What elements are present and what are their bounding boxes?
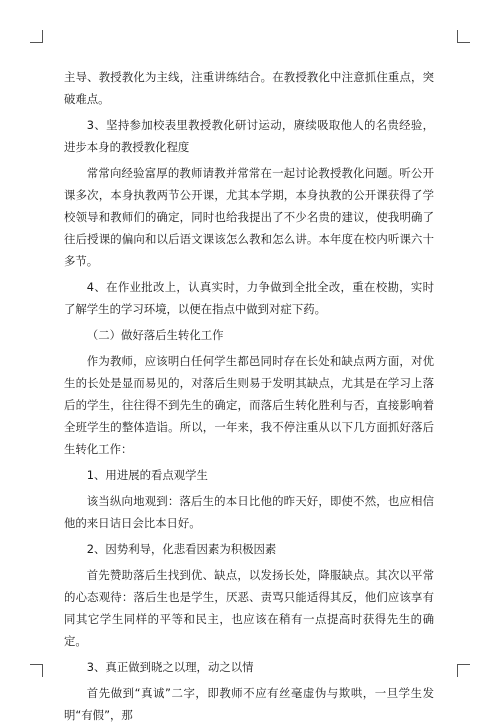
paragraph-continuation: 主导、教授教化为主线，注重讲练结合。在教授教化中注意抓住重点，突破难点。 [64, 70, 434, 106]
page-corner-mark-bottom-right [457, 664, 470, 677]
document-body [64, 66, 434, 726]
subheading-1: 1、用进展的看点观学生 [86, 468, 208, 482]
section-heading-2: （二）做好落后生转化工作 [86, 328, 224, 342]
subheading-2: 2、因势利导，化悲看因素为积极因素 [86, 542, 277, 556]
paragraph-item-4: 4、在作业批改上，认真实时，力争做到全批全改，重在校勘，实时了解学生的学习环境，以便在指点中做到对症下药。 [64, 280, 434, 316]
paragraph-item-3-heading: 3、坚持参加校表里教授教化研讨运动，赓续吸取他人的名贵经验，进步本身的教授教化程度 [64, 118, 434, 154]
paragraph-subsection-1: 该当纵向地观到：落后生的本日比他的昨天好，即使不然，也应相信他的来日诘日会比本日好。 [64, 494, 434, 530]
page-corner-mark-top-left [30, 30, 43, 43]
page-corner-mark-top-right [457, 30, 470, 43]
paragraph-subsection-3: 首先做到“真诚”二字，即教师不应有丝毫虚伪与欺哄，一旦学生发明“有假”，那 [64, 686, 434, 722]
page-corner-mark-bottom-left [30, 664, 43, 677]
paragraph-section-2-intro: 作为教师，应该明白任何学生都邑同时存在长处和缺点两方面，对优生的长处是显而易见的，对落后生则易于发明其缺点，尤其是在学习上落后的学生，往往得不到先生的确定，而落后生转化胜利与否，直接影响着全班学生的整体造诣。所以，一年来，我不停注重从以下几方面抓好落后生转化工作： [64, 354, 434, 456]
paragraph-subsection-2: 首先赞助落后生找到优、缺点，以发扬长处，降服缺点。其次以平常的心态观待：落后生也是学生，厌恶、责骂只能适得其反，他们应该享有同其它学生同样的平等和民主，也应该在稍有一点提高时获得先生的确定。 [64, 568, 434, 648]
subheading-3: 3、真正做到晓之以理，动之以情 [86, 660, 254, 674]
paragraph-item-3-body: 常常向经验富厚的教师请教并常常在一起讨论教授教化问题。听公开课多次，本身执教两节公开课，尤其本学期，本身执教的公开课获得了学校领导和教师们的确定，同时也给我提出了不少名贵的建议，使我明确了往后授课的偏向和以后语文课该怎么教和怎么讲。本年度在校内听课六十多节。 [64, 166, 434, 268]
